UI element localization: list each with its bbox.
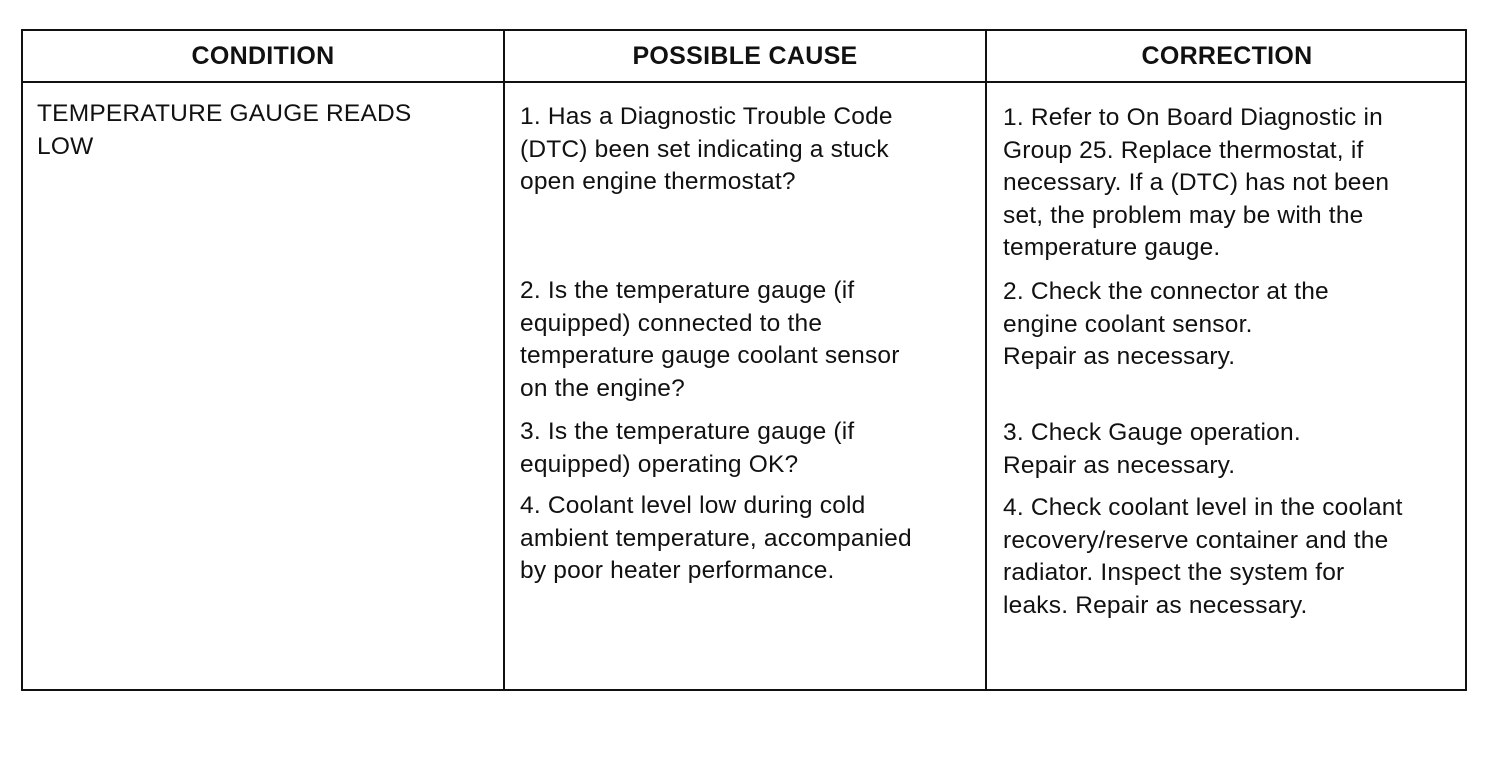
- diagnosis-table: [21, 29, 1467, 691]
- cause-3: 3. Is the temperature gauge (if equipped) operating OK?: [520, 418, 855, 478]
- correction-2: 2. Check the connector at the engine coolant sensor. Repair as necessary.: [1003, 278, 1329, 370]
- correction-1: 1. Refer to On Board Diagnostic in Group 25. Replace thermostat, if necessary. If a (DTC) has not been set, the problem may be with the temperature gauge.: [1003, 104, 1390, 261]
- header-divider: [23, 81, 1465, 83]
- header-condition: CONDITION: [191, 41, 335, 70]
- cause-1: 1. Has a Diagnostic Trouble Code (DTC) been set indicating a stuck open engine thermostat?: [520, 103, 893, 195]
- column-divider: [503, 31, 505, 689]
- header-correction: CORRECTION: [1141, 41, 1313, 70]
- correction-4: 4. Check coolant level in the coolant recovery/reserve container and the radiator. Inspect the system for leaks. Repair as necessary.: [1003, 494, 1403, 619]
- column-divider: [985, 31, 987, 689]
- correction-3: 3. Check Gauge operation. Repair as necessary.: [1003, 419, 1301, 479]
- condition-text: TEMPERATURE GAUGE READS LOW: [37, 100, 412, 160]
- header-possible-cause: POSSIBLE CAUSE: [632, 41, 858, 70]
- cause-2: 2. Is the temperature gauge (if equipped) connected to the temperature gauge coolant sensor on the engine?: [520, 277, 900, 402]
- cause-4: 4. Coolant level low during cold ambient temperature, accompanied by poor heater performance.: [520, 492, 912, 584]
